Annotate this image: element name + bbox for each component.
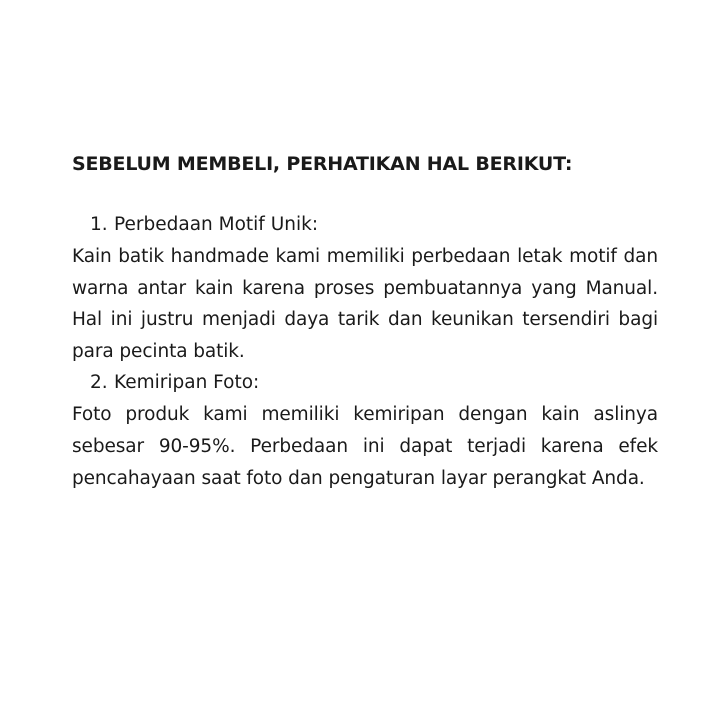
item-heading-text: Perbedaan Motif Unik: [114,214,319,235]
item-heading [72,209,658,241]
notice-item-motif [72,209,658,367]
item-body: Kain batik handmade kami memiliki perbedaan letak motif dan warna antar kain karena proses pembuatannya yang Manual. Hal ini justru menjadi daya tarik dan keunikan tersendiri bagi para pecinta batik. [72,246,658,362]
item-heading-text: Kemiripan Foto: [114,372,260,394]
item-heading [72,367,658,399]
notice-item-photo [72,367,658,494]
notice-document [72,147,658,494]
item-number: 2. [90,372,108,394]
notice-title: SEBELUM MEMBELI, PERHATIKAN HAL BERIKUT: [72,153,573,175]
item-number: 1. [90,214,108,235]
item-body: Foto produk kami memiliki kemiripan dengan kain aslinya sebesar 90-95%. Perbedaan ini dapat terjadi karena efek pencahayaan saat foto dan pengaturan layar perangkat Anda. [72,404,658,489]
